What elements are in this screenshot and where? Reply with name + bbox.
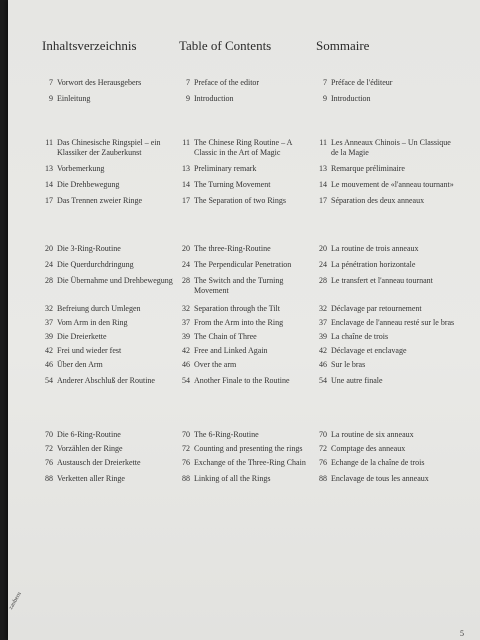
toc-entry-title: The three-Ring-Routine xyxy=(194,244,271,253)
toc-entry-title: Déclavage et enclavage xyxy=(331,346,407,355)
toc-entry-title: Das Chinesische Ringspiel – ein Klassiker der Zauberkunst xyxy=(57,138,161,157)
toc-entry-page-number: 37 xyxy=(182,318,190,327)
toc-entry xyxy=(316,346,456,356)
toc-entry xyxy=(179,260,313,270)
toc-entry-page-number: 17 xyxy=(319,196,327,205)
toc-entry xyxy=(42,318,176,328)
column-heading: Inhaltsverzeichnis xyxy=(42,38,137,53)
toc-entry-title: Die Querdurchdringung xyxy=(57,260,134,269)
toc-entry-title: The Perpendicular Penetration xyxy=(194,260,292,269)
toc-entry-title: The Turning Movement xyxy=(194,180,271,189)
toc-entry-page-number: 24 xyxy=(45,260,53,269)
toc-entry-page-number: 7 xyxy=(49,78,53,87)
toc-entry-title: Die Dreierkette xyxy=(57,332,107,341)
toc-entry xyxy=(179,244,313,254)
toc-entry xyxy=(179,180,313,190)
toc-entry-page-number: 42 xyxy=(45,346,53,355)
toc-entry-title: Über den Arm xyxy=(57,360,103,369)
toc-entry xyxy=(316,376,456,386)
column-heading: Table of Contents xyxy=(179,38,272,53)
toc-entry xyxy=(316,180,456,190)
toc-entry xyxy=(316,164,456,174)
toc-entry-title: The Separation of two Rings xyxy=(194,196,286,205)
toc-entry xyxy=(179,94,313,104)
toc-entry xyxy=(316,196,456,206)
toc-entry-page-number: 32 xyxy=(182,304,190,313)
toc-entry-page-number: 11 xyxy=(45,138,53,147)
toc-entry-title: Introduction xyxy=(331,94,371,103)
toc-entry-page-number: 28 xyxy=(182,276,190,285)
toc-entry-page-number: 32 xyxy=(45,304,53,313)
toc-entry-page-number: 76 xyxy=(45,458,53,467)
toc-entry-title: Enclavage de tous les anneaux xyxy=(331,474,429,483)
toc-entry-page-number: 20 xyxy=(319,244,327,253)
toc-entry-title: Les Anneaux Chinois – Un Classique de la Magie xyxy=(331,138,451,157)
toc-entry xyxy=(316,260,456,270)
toc-entry-title: Sur le bras xyxy=(331,360,366,369)
toc-entry xyxy=(316,138,456,157)
toc-entry-page-number: 54 xyxy=(182,376,190,385)
toc-entry-page-number: 72 xyxy=(182,444,190,453)
toc-entry xyxy=(179,474,313,484)
toc-entry-page-number: 39 xyxy=(182,332,190,341)
toc-entry-title: Séparation des deux anneaux xyxy=(331,196,425,205)
toc-entry-page-number: 42 xyxy=(182,346,190,355)
toc-entry-title: Vorzählen der Ringe xyxy=(57,444,123,453)
toc-entry xyxy=(179,304,313,314)
toc-entry-title: Enclavage de l'anneau resté sur le bras xyxy=(331,318,455,327)
toc-entry xyxy=(42,164,176,174)
toc-entry-page-number: 9 xyxy=(49,94,53,103)
toc-entry-title: Verketten aller Ringe xyxy=(57,474,125,483)
toc-entry xyxy=(42,346,176,356)
toc-entry-page-number: 9 xyxy=(186,94,190,103)
toc-entry xyxy=(42,430,176,440)
toc-entry-page-number: 88 xyxy=(45,474,53,483)
toc-entry-page-number: 70 xyxy=(319,430,327,439)
toc-entry xyxy=(316,276,456,286)
toc-entry-title: Preface of the editor xyxy=(194,78,260,87)
toc-entry-title: Le transfert et l'anneau tournant xyxy=(331,276,433,285)
toc-entry xyxy=(42,94,176,104)
toc-entry-title: The Chinese Ring Routine – A Classic in the Art of Magic xyxy=(194,138,292,157)
toc-entry-page-number: 32 xyxy=(319,304,327,313)
column-heading: Sommaire xyxy=(316,38,370,53)
toc-entry-page-number: 13 xyxy=(45,164,53,173)
book-page xyxy=(8,0,480,640)
toc-entry-title: Die Übernahme und Drehbewegung xyxy=(57,276,173,285)
toc-entry-title: Counting and presenting the rings xyxy=(194,444,303,453)
toc-entry-page-number: 17 xyxy=(45,196,53,205)
toc-entry-page-number: 13 xyxy=(182,164,190,173)
toc-entry xyxy=(179,444,313,454)
toc-entry-title: La routine de trois anneaux xyxy=(331,244,419,253)
toc-entry xyxy=(179,346,313,356)
toc-entry-page-number: 54 xyxy=(319,376,327,385)
toc-entry xyxy=(42,376,176,386)
toc-entry xyxy=(42,474,176,484)
toc-entry-title: Préface de l'éditeur xyxy=(331,78,393,87)
toc-entry-title: Déclavage par retournement xyxy=(331,304,422,313)
toc-entry-title: Vorbemerkung xyxy=(57,164,105,173)
toc-entry-title: Die 3-Ring-Routine xyxy=(57,244,121,253)
toc-entry-page-number: 7 xyxy=(186,78,190,87)
toc-entry-title: Die Drehbewegung xyxy=(57,180,120,189)
toc-entry-title: Einleitung xyxy=(57,94,91,103)
toc-entry-title: Die 6-Ring-Routine xyxy=(57,430,121,439)
toc-entry xyxy=(316,318,456,328)
toc-entry-title: Separation through the Tilt xyxy=(194,304,280,313)
toc-entry xyxy=(316,94,456,104)
toc-entry-title: La routine de six anneaux xyxy=(331,430,414,439)
toc-entry-page-number: 46 xyxy=(319,360,327,369)
toc-entry xyxy=(179,360,313,370)
toc-entry-title: Frei und wieder fest xyxy=(57,346,122,355)
corner-note: zaubern xyxy=(8,591,23,611)
toc-entry-page-number: 39 xyxy=(319,332,327,341)
toc-entry-page-number: 72 xyxy=(319,444,327,453)
toc-entry-page-number: 11 xyxy=(182,138,190,147)
toc-entry xyxy=(316,430,456,440)
toc-entry xyxy=(42,458,176,468)
toc-entry xyxy=(316,474,456,484)
toc-entry-page-number: 46 xyxy=(45,360,53,369)
toc-entry-title: Le mouvement de «l'anneau tournant» xyxy=(331,180,454,189)
toc-entry xyxy=(179,276,313,295)
toc-entry-page-number: 70 xyxy=(182,430,190,439)
toc-entry-page-number: 88 xyxy=(319,474,327,483)
toc-entry xyxy=(316,78,456,88)
toc-entry xyxy=(316,304,456,314)
toc-entry-title: Das Trennen zweier Ringe xyxy=(57,196,143,205)
toc-entry-title: From the Arm into the Ring xyxy=(194,318,284,327)
toc-entry-page-number: 17 xyxy=(182,196,190,205)
toc-entry-page-number: 14 xyxy=(182,180,190,189)
toc-entry-page-number: 39 xyxy=(45,332,53,341)
toc-entry-page-number: 11 xyxy=(319,138,327,147)
toc-entry xyxy=(42,304,176,314)
toc-entry-page-number: 20 xyxy=(182,244,190,253)
toc-entry xyxy=(179,78,313,88)
toc-entry xyxy=(179,376,313,386)
toc-entry xyxy=(179,458,313,468)
toc-entry xyxy=(179,196,313,206)
toc-entry-title: Comptage des anneaux xyxy=(331,444,406,453)
page-number: 5 xyxy=(460,629,464,638)
toc-entry-title: Another Finale to the Routine xyxy=(194,376,290,385)
toc-entry-page-number: 37 xyxy=(45,318,53,327)
toc-entry-title: Une autre finale xyxy=(331,376,383,385)
toc-entry xyxy=(42,244,176,254)
toc-entry xyxy=(42,78,176,88)
toc-entry-title: La chaîne de trois xyxy=(331,332,389,341)
toc-entry-title: The 6-Ring-Routine xyxy=(194,430,259,439)
toc-entry-page-number: 13 xyxy=(319,164,327,173)
toc-entry xyxy=(42,138,176,157)
toc-entry-page-number: 54 xyxy=(45,376,53,385)
toc-entry-page-number: 24 xyxy=(182,260,190,269)
toc-entry xyxy=(42,196,176,206)
toc-entry-title: Preliminary remark xyxy=(194,164,257,173)
toc-entry-page-number: 72 xyxy=(45,444,53,453)
toc-entry-page-number: 24 xyxy=(319,260,327,269)
toc-entry-page-number: 20 xyxy=(45,244,53,253)
toc-entry-page-number: 76 xyxy=(319,458,327,467)
toc-entry-title: The Chain of Three xyxy=(194,332,257,341)
toc-entry-page-number: 14 xyxy=(45,180,53,189)
toc-entry-title: Introduction xyxy=(194,94,234,103)
toc-entry-title: Anderer Abschluß der Routine xyxy=(57,376,155,385)
toc-entry xyxy=(316,360,456,370)
toc-entry xyxy=(42,332,176,342)
toc-entry-title: Over the arm xyxy=(194,360,237,369)
toc-entry xyxy=(316,244,456,254)
toc-entry-page-number: 28 xyxy=(45,276,53,285)
toc-entry-page-number: 70 xyxy=(45,430,53,439)
toc-entry-title: Befreiung durch Umlegen xyxy=(57,304,141,313)
toc-entry xyxy=(179,318,313,328)
toc-entry-page-number: 37 xyxy=(319,318,327,327)
toc-entry-title: Vom Arm in den Ring xyxy=(57,318,128,327)
toc-entry-page-number: 14 xyxy=(319,180,327,189)
toc-entry-page-number: 46 xyxy=(182,360,190,369)
toc-entry-title: Linking of all the Rings xyxy=(194,474,271,483)
toc-entry xyxy=(179,332,313,342)
toc-entry xyxy=(316,444,456,454)
toc-entry-page-number: 88 xyxy=(182,474,190,483)
toc-entry-title: Exchange of the Three-Ring Chain xyxy=(194,458,306,467)
toc-entry xyxy=(316,458,456,468)
toc-entry-title: Free and Linked Again xyxy=(194,346,268,355)
toc-entry-title: Vorwort des Herausgebers xyxy=(57,78,142,87)
toc-entry-page-number: 28 xyxy=(319,276,327,285)
toc-entry-title: Remarque préliminaire xyxy=(331,164,405,173)
toc-entry-page-number: 42 xyxy=(319,346,327,355)
toc-entry-page-number: 9 xyxy=(323,94,327,103)
toc-entry xyxy=(42,260,176,270)
toc-entry-page-number: 7 xyxy=(323,78,327,87)
toc-entry-page-number: 76 xyxy=(182,458,190,467)
toc-entry xyxy=(42,276,176,286)
toc-entry xyxy=(179,138,313,157)
toc-entry xyxy=(42,360,176,370)
toc-entry-title: La pénétration horizontale xyxy=(331,260,416,269)
toc-entry xyxy=(179,430,313,440)
toc-entry xyxy=(316,332,456,342)
toc-entry xyxy=(179,164,313,174)
toc-entry-title: Austausch der Dreierkette xyxy=(57,458,141,467)
toc-entry xyxy=(42,180,176,190)
toc-entry-title: The Switch and the Turning Movement xyxy=(194,276,284,295)
toc-entry-title: Echange de la chaîne de trois xyxy=(331,458,425,467)
toc-entry xyxy=(42,444,176,454)
